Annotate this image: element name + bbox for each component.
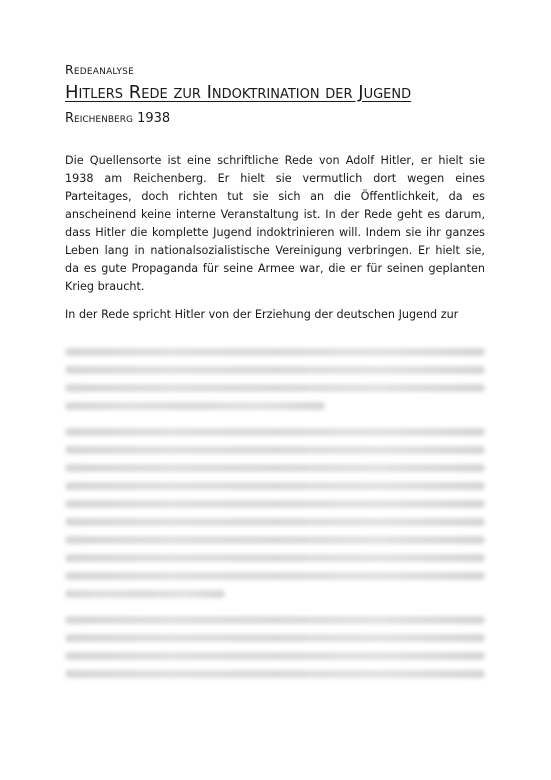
document-subtitle: Reichenberg 1938 (65, 111, 171, 126)
document-page (65, 62, 485, 334)
blurred-paragraph (65, 348, 485, 410)
blurred-content (65, 340, 485, 696)
paragraph-1: Die Quellensorte ist eine schriftliche Rede von Adolf Hitler, er hielt sie 1938 am Reichenberg. Er hielt sie vermutlich dort wegen eines Parteitages, doch richten tut sie sich an die Öffentlichkeit, da es anscheinend keine interne Veranstaltung ist. In der Rede geht es darum, dass Hitler die komplette Jugend indoktrinieren will. Indem sie ihr ganzes Leben lang in nationalsozialistische Vereinigung verbringen. Er hielt sie, da es gute Propaganda für seine Armee war, die er für seinen geplanten Krieg braucht. (65, 154, 485, 293)
document-kicker: Redeanalyse (65, 62, 134, 77)
blurred-paragraph (65, 428, 485, 598)
document-title: Hitlers Rede zur Indoktrination der Jugend (65, 82, 412, 103)
paragraph-2-visible: In der Rede spricht Hitler von der Erziehung der deutschen Jugend zur (65, 308, 459, 321)
blurred-paragraph (65, 616, 485, 678)
